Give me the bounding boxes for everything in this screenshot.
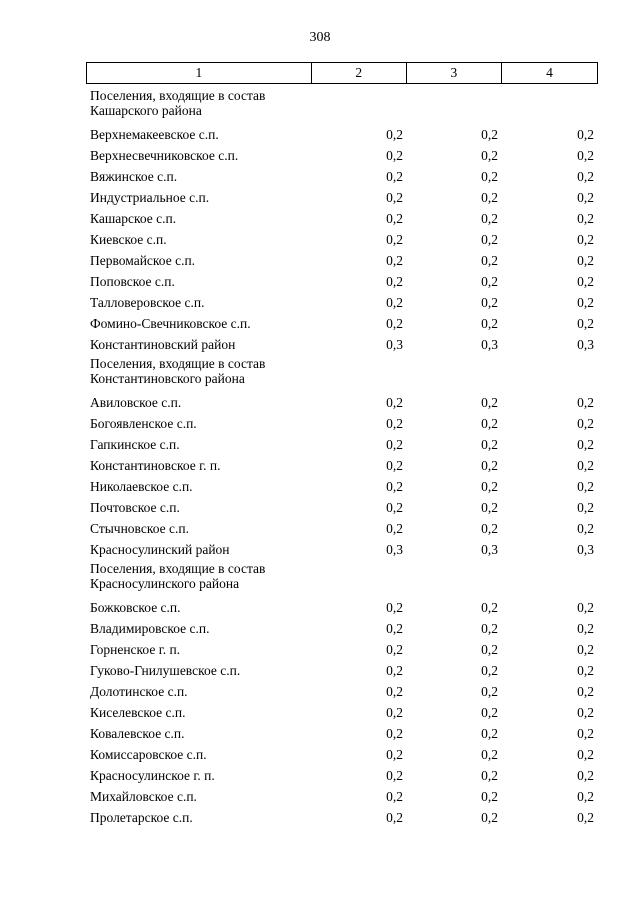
value-col-3: 0,2	[481, 789, 498, 804]
value-col-4	[502, 356, 598, 359]
settlement-name: Красносулинское г. п.	[90, 768, 215, 783]
value-col-2: 0,2	[386, 726, 403, 741]
value-col-4: 0,2	[577, 810, 594, 825]
value-col-2: 0,2	[386, 437, 403, 452]
table-row	[86, 639, 598, 660]
value-col-4: 0,2	[577, 437, 594, 452]
value-col-2: 0,2	[386, 295, 403, 310]
value-col-2: 0,2	[386, 810, 403, 825]
settlement-name: Константиновский район	[90, 337, 236, 352]
value-col-4: 0,2	[577, 789, 594, 804]
value-col-2: 0,2	[386, 395, 403, 410]
value-col-3: 0,2	[481, 621, 498, 636]
table-row	[86, 334, 598, 355]
settlement-name: Божковское с.п.	[90, 600, 181, 615]
table-row	[86, 271, 598, 292]
value-col-2: 0,2	[386, 521, 403, 536]
value-col-3: 0,2	[481, 726, 498, 741]
value-col-3: 0,2	[481, 274, 498, 289]
settlement-name: Долотинское с.п.	[90, 684, 188, 699]
settlement-name: Поселения, входящие в состав Кашарского района	[90, 88, 266, 118]
settlement-name: Красносулинский район	[90, 542, 230, 557]
value-col-3	[407, 88, 502, 91]
settlement-name: Стычновское с.п.	[90, 521, 189, 536]
value-col-4: 0,2	[577, 274, 594, 289]
value-col-2: 0,2	[386, 458, 403, 473]
value-col-2: 0,2	[386, 479, 403, 494]
value-col-2: 0,2	[386, 232, 403, 247]
table-row	[86, 765, 598, 786]
table-row	[86, 313, 598, 334]
value-col-3: 0,2	[481, 190, 498, 205]
page-number: 308	[309, 30, 331, 45]
column-header-3: 3	[406, 63, 501, 84]
value-col-2: 0,2	[386, 500, 403, 515]
settlement-name: Фомино-Свечниковское с.п.	[90, 316, 251, 331]
value-col-3: 0,2	[481, 663, 498, 678]
value-col-3: 0,2	[481, 169, 498, 184]
value-col-3: 0,2	[481, 395, 498, 410]
value-col-2: 0,3	[386, 337, 403, 352]
settlement-name: Владимировское с.п.	[90, 621, 210, 636]
settlement-name: Богоявленское с.п.	[90, 416, 197, 431]
value-col-4: 0,2	[577, 253, 594, 268]
settlement-name: Индустриальное с.п.	[90, 190, 210, 205]
value-col-4: 0,3	[577, 337, 594, 352]
value-col-2: 0,2	[386, 253, 403, 268]
value-col-3	[407, 561, 502, 564]
value-col-4: 0,2	[577, 768, 594, 783]
table-row	[86, 807, 598, 828]
settlement-name: Ковалевское с.п.	[90, 726, 185, 741]
value-col-3: 0,2	[481, 521, 498, 536]
value-col-4: 0,2	[577, 148, 594, 163]
settlement-name: Комиссаровское с.п.	[90, 747, 207, 762]
settlement-name: Пролетарское с.п.	[90, 810, 193, 825]
value-col-3: 0,2	[481, 642, 498, 657]
value-col-3: 0,2	[481, 500, 498, 515]
settlement-name: Поселения, входящие в состав Красносулинского района	[90, 561, 266, 591]
table-row	[86, 702, 598, 723]
table-row	[86, 250, 598, 271]
settlement-name: Верхнесвечниковское с.п.	[90, 148, 239, 163]
table-row	[86, 229, 598, 250]
value-col-2: 0,2	[386, 316, 403, 331]
table-row	[86, 539, 598, 560]
table-row	[86, 392, 598, 413]
value-col-2: 0,2	[386, 169, 403, 184]
settlement-name: Киселевское с.п.	[90, 705, 186, 720]
value-col-2	[312, 356, 407, 359]
value-col-3: 0,2	[481, 810, 498, 825]
table-row	[86, 124, 598, 145]
settlement-name: Почтовское с.п.	[90, 500, 180, 515]
value-col-3: 0,2	[481, 211, 498, 226]
settlement-name: Николаевское с.п.	[90, 479, 193, 494]
value-col-4: 0,2	[577, 127, 594, 142]
value-col-4: 0,2	[577, 726, 594, 741]
settlement-name: Поселения, входящие в состав Константиновского района	[90, 356, 266, 386]
value-col-3: 0,2	[481, 253, 498, 268]
value-col-3: 0,2	[481, 768, 498, 783]
settlement-name: Михайловское с.п.	[90, 789, 197, 804]
value-col-4: 0,2	[577, 663, 594, 678]
table-row	[86, 618, 598, 639]
value-col-3: 0,2	[481, 747, 498, 762]
table-row	[86, 455, 598, 476]
value-col-4: 0,2	[577, 600, 594, 615]
value-col-3	[407, 356, 502, 359]
settlement-name: Горненское г. п.	[90, 642, 181, 657]
settlement-name: Верхнемакеевское с.п.	[90, 127, 219, 142]
table-row	[86, 208, 598, 229]
value-col-4: 0,2	[577, 316, 594, 331]
value-col-4: 0,2	[577, 684, 594, 699]
value-col-2: 0,2	[386, 211, 403, 226]
table-row	[86, 413, 598, 434]
value-col-2: 0,2	[386, 789, 403, 804]
group-heading-row	[86, 560, 598, 597]
group-heading-row	[86, 355, 598, 392]
value-col-2: 0,2	[386, 621, 403, 636]
table-row	[86, 292, 598, 313]
value-col-2	[312, 561, 407, 564]
value-col-2: 0,2	[386, 684, 403, 699]
value-col-4: 0,2	[577, 211, 594, 226]
table-row	[86, 681, 598, 702]
value-col-3: 0,2	[481, 479, 498, 494]
value-col-4: 0,2	[577, 747, 594, 762]
value-col-4: 0,2	[577, 169, 594, 184]
value-col-4: 0,2	[577, 705, 594, 720]
settlement-name: Гапкинское с.п.	[90, 437, 180, 452]
value-col-3: 0,2	[481, 705, 498, 720]
value-col-3: 0,2	[481, 232, 498, 247]
value-col-3: 0,3	[481, 542, 498, 557]
value-col-4: 0,2	[577, 500, 594, 515]
value-col-4: 0,2	[577, 295, 594, 310]
value-col-2: 0,2	[386, 190, 403, 205]
value-col-2: 0,2	[386, 274, 403, 289]
settlement-name: Поповское с.п.	[90, 274, 175, 289]
table-row	[86, 476, 598, 497]
settlement-name: Вяжинское с.п.	[90, 169, 178, 184]
value-col-4: 0,3	[577, 542, 594, 557]
value-col-3: 0,2	[481, 600, 498, 615]
value-col-3: 0,2	[481, 148, 498, 163]
value-col-2: 0,2	[386, 148, 403, 163]
value-col-2: 0,2	[386, 416, 403, 431]
value-col-2	[312, 88, 407, 91]
value-col-2: 0,2	[386, 642, 403, 657]
value-col-3: 0,2	[481, 684, 498, 699]
settlement-name: Талловеровское с.п.	[90, 295, 205, 310]
settlement-name: Авиловское с.п.	[90, 395, 182, 410]
table-row	[86, 518, 598, 539]
value-col-2: 0,3	[386, 542, 403, 557]
table-row	[86, 744, 598, 765]
value-col-2: 0,2	[386, 663, 403, 678]
table-row	[86, 145, 598, 166]
value-col-2: 0,2	[386, 768, 403, 783]
header-row	[87, 63, 598, 84]
value-col-3: 0,2	[481, 295, 498, 310]
value-col-4: 0,2	[577, 621, 594, 636]
value-col-4: 0,2	[577, 232, 594, 247]
group-heading-row	[86, 87, 598, 124]
value-col-3: 0,2	[481, 316, 498, 331]
value-col-4: 0,2	[577, 416, 594, 431]
value-col-4	[502, 561, 598, 564]
table-row	[86, 187, 598, 208]
value-col-3: 0,3	[481, 337, 498, 352]
settlement-name: Гуково-Гнилушевское с.п.	[90, 663, 241, 678]
table-row	[86, 497, 598, 518]
value-col-4: 0,2	[577, 521, 594, 536]
settlement-name: Первомайское с.п.	[90, 253, 196, 268]
value-col-4: 0,2	[577, 642, 594, 657]
table-header	[86, 62, 598, 84]
table-row	[86, 786, 598, 807]
value-col-3: 0,2	[481, 437, 498, 452]
value-col-4: 0,2	[577, 479, 594, 494]
value-col-2: 0,2	[386, 747, 403, 762]
column-header-1: 1	[87, 63, 312, 84]
value-col-4: 0,2	[577, 458, 594, 473]
value-col-3: 0,2	[481, 458, 498, 473]
value-col-4	[502, 88, 598, 91]
settlement-name: Константиновское г. п.	[90, 458, 221, 473]
value-col-2: 0,2	[386, 127, 403, 142]
table-row	[86, 723, 598, 744]
value-col-4: 0,2	[577, 190, 594, 205]
table-row	[86, 434, 598, 455]
table-body	[86, 87, 598, 828]
value-col-3: 0,2	[481, 416, 498, 431]
value-col-2: 0,2	[386, 705, 403, 720]
table-row	[86, 597, 598, 618]
column-header-2: 2	[311, 63, 406, 84]
settlement-name: Кашарское с.п.	[90, 211, 177, 226]
table-row	[86, 660, 598, 681]
table-row	[86, 166, 598, 187]
column-header-4: 4	[501, 63, 597, 84]
settlement-name: Киевское с.п.	[90, 232, 167, 247]
value-col-3: 0,2	[481, 127, 498, 142]
value-col-2: 0,2	[386, 600, 403, 615]
value-col-4: 0,2	[577, 395, 594, 410]
